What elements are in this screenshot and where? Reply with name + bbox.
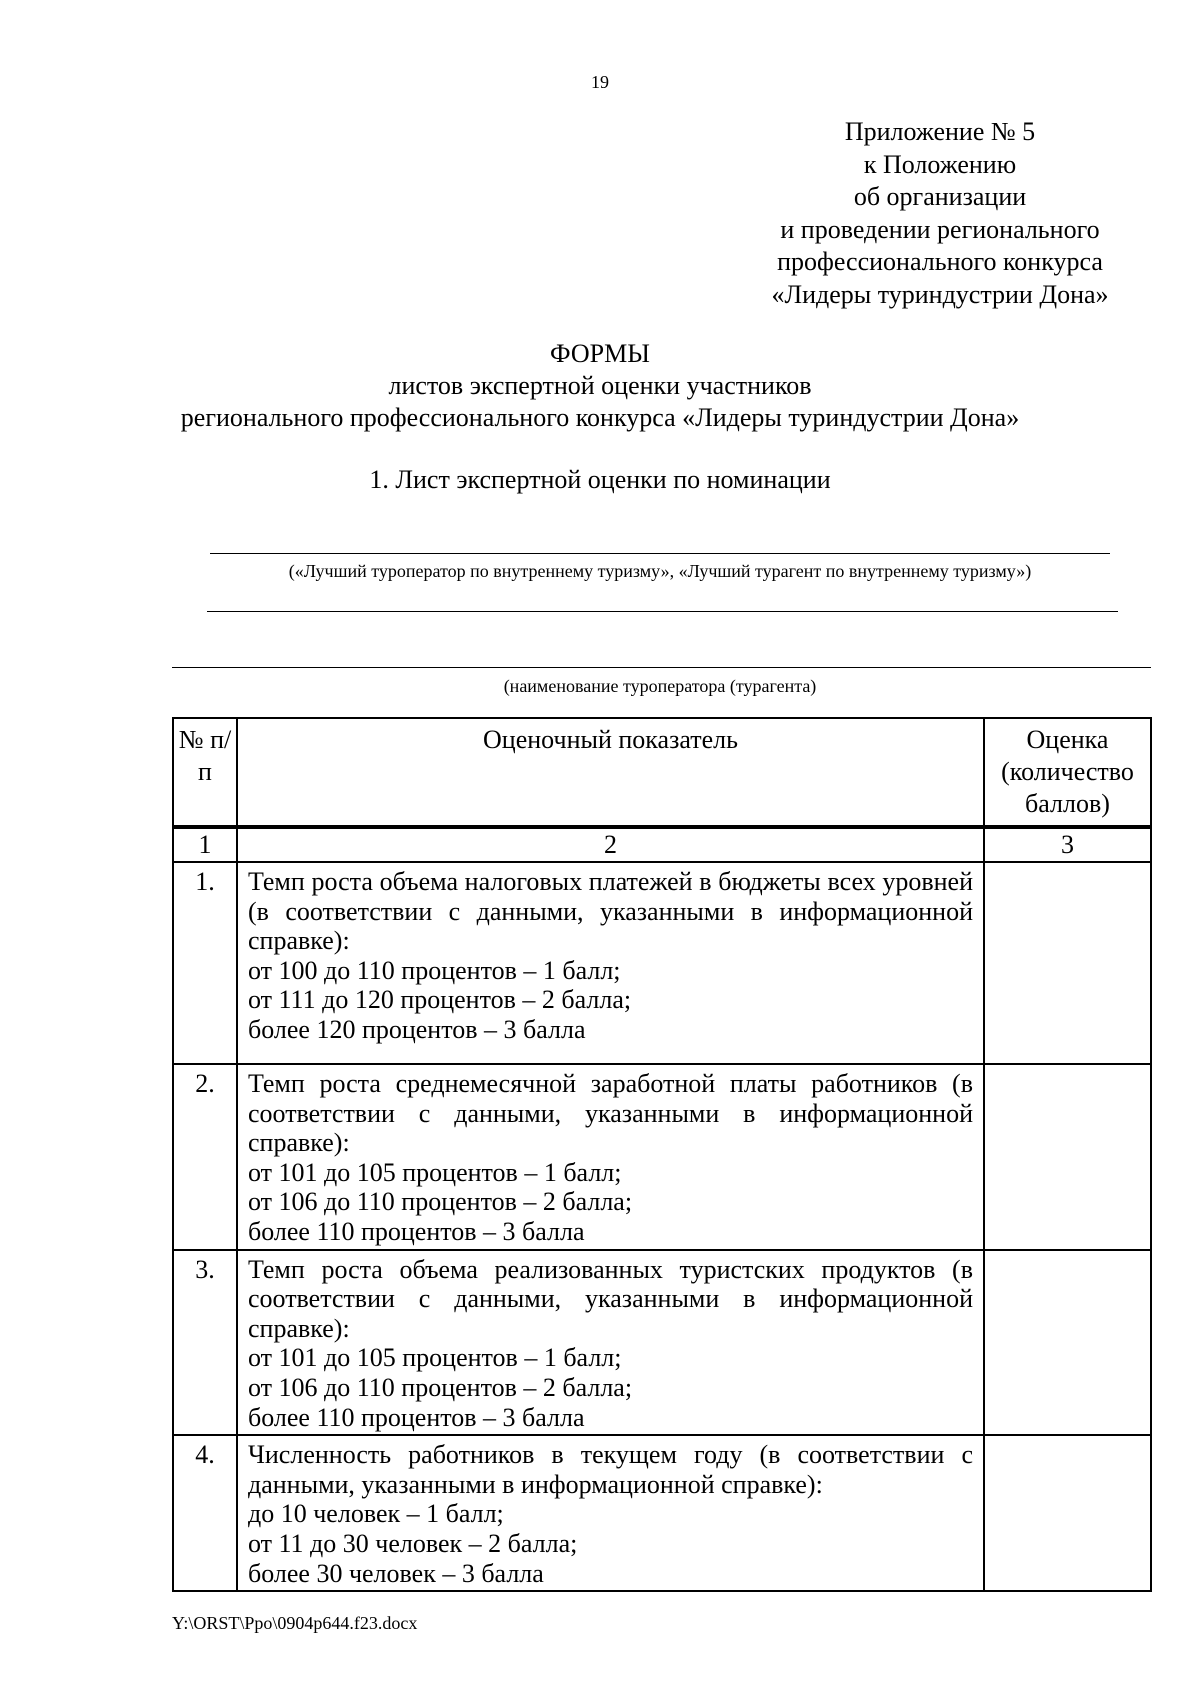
title-heading: ФОРМЫ xyxy=(550,339,650,368)
column-number-row xyxy=(173,827,1151,862)
score-cell[interactable] xyxy=(984,1064,1151,1250)
table-row xyxy=(173,1064,1151,1250)
indicator-cell xyxy=(237,1435,984,1591)
row-number: 1. xyxy=(173,862,237,1064)
criterion: от 106 до 110 процентов – 2 балла; xyxy=(248,1187,633,1217)
table-row xyxy=(173,1250,1151,1436)
header-indicator: Оценочный показатель xyxy=(237,718,984,827)
criterion: от 111 до 120 процентов – 2 балла; xyxy=(248,985,632,1015)
criterion: от 106 до 110 процентов – 2 балла; xyxy=(248,1372,633,1402)
indicator-text: Численность работников в текущем году (в соответствии с данными, указанными в информационной справке): xyxy=(248,1440,973,1499)
list-heading: 1. Лист экспертной оценки по номинации xyxy=(369,465,831,494)
nomination-fill-line xyxy=(210,553,1110,554)
appendix-line: профессионального конкурса xyxy=(777,247,1103,276)
criterion: от 101 до 105 процентов – 1 балл; xyxy=(248,1343,622,1373)
appendix-line: и проведении регионального xyxy=(780,214,1100,244)
page-number: 19 xyxy=(591,72,609,92)
criterion: более 120 процентов – 3 балла xyxy=(248,1014,586,1044)
table-row xyxy=(173,862,1151,1064)
indicator-text: Темп роста объема налоговых платежей в бюджеты всех уровней (в соответствии с данными, указанными в информационной справке): xyxy=(248,867,973,956)
criterion: от 100 до 110 процентов – 1 балл; xyxy=(248,955,621,985)
criterion: более 110 процентов – 3 балла xyxy=(248,1216,585,1246)
name-fill-line xyxy=(172,667,1151,668)
score-cell[interactable] xyxy=(984,1250,1151,1436)
indicator-cell xyxy=(237,1064,984,1250)
header-score: Оценка (количество баллов) xyxy=(984,718,1151,827)
column-number: 3 xyxy=(984,827,1151,862)
title-subline: листов экспертной оценки участников xyxy=(388,371,812,400)
table-header-row xyxy=(173,718,1151,827)
column-number: 1 xyxy=(173,827,237,862)
criterion: от 101 до 105 процентов – 1 балл; xyxy=(248,1157,622,1187)
header-num: № п/п xyxy=(173,718,237,827)
row-number: 3. xyxy=(173,1250,237,1436)
appendix-line: к Положению xyxy=(863,149,1017,179)
table-row xyxy=(173,1435,1151,1591)
appendix-line: «Лидеры туриндустрии Дона» xyxy=(771,279,1109,309)
criterion: от 11 до 30 человек – 2 балла; xyxy=(248,1528,578,1558)
indicator-cell xyxy=(237,1250,984,1436)
evaluation-table xyxy=(172,717,1152,1592)
criterion: более 30 человек – 3 балла xyxy=(248,1558,544,1588)
criterion: до 10 человек – 1 балл; xyxy=(248,1499,504,1529)
appendix-line: об организации xyxy=(853,182,1027,211)
score-cell[interactable] xyxy=(984,1435,1151,1591)
column-number: 2 xyxy=(237,827,984,862)
row-number: 4. xyxy=(173,1435,237,1591)
indicator-text: Темп роста среднемесячной заработной платы работников (в соответствии с данными, указанными в информационной справке): xyxy=(248,1069,973,1158)
footer-file-path: Y:\ORST\Ppo\0904p644.f23.docx xyxy=(172,1613,418,1633)
nomination-caption: («Лучший туроператор по внутреннему туризму», «Лучший турагент по внутреннему туризму») xyxy=(288,561,1032,581)
indicator-cell xyxy=(237,862,984,1064)
criterion: более 110 процентов – 3 балла xyxy=(248,1402,585,1432)
row-number: 2. xyxy=(173,1064,237,1250)
appendix-line: Приложение № 5 xyxy=(844,117,1036,146)
name-caption: (наименование туроператора (турагента) xyxy=(503,676,817,696)
appendix-block xyxy=(740,116,1140,311)
indicator-text: Темп роста объема реализованных туристских продуктов (в соответствии с данными, указанными в информационной справке): xyxy=(248,1254,973,1343)
score-cell[interactable] xyxy=(984,862,1151,1064)
title-subline: регионального профессионального конкурса «Лидеры туриндустрии Дона» xyxy=(180,403,1020,432)
nomination-fill-line-2 xyxy=(207,611,1118,612)
forms-title xyxy=(0,338,1200,434)
